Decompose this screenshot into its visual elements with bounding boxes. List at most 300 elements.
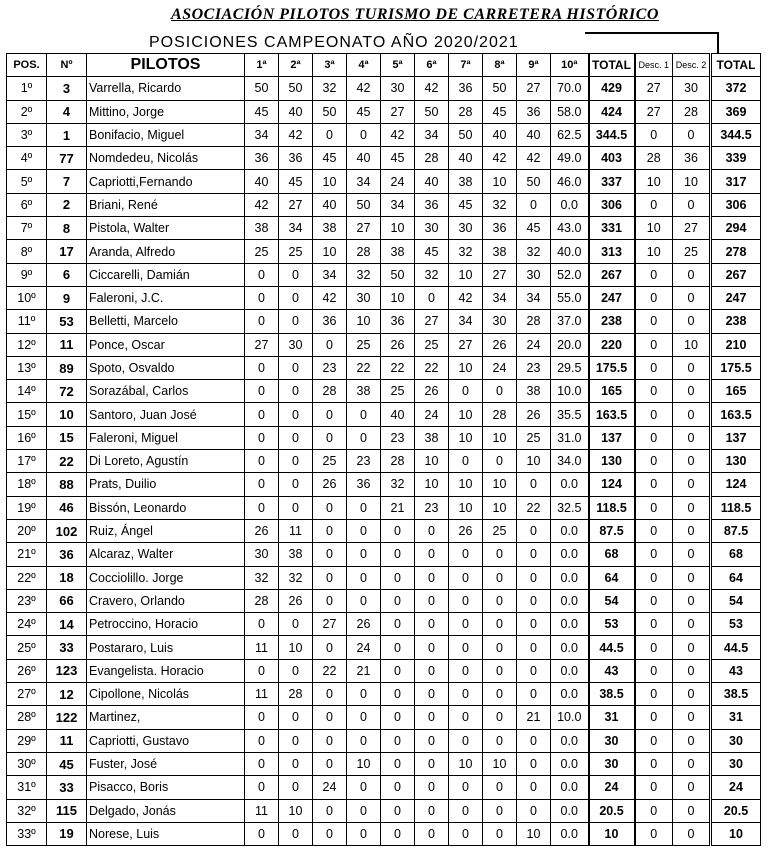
pilot-name-cell: Ponce, Oscar bbox=[87, 333, 245, 356]
header-desc-1: Desc. 1 bbox=[635, 54, 673, 77]
discard-2-cell: 0 bbox=[673, 613, 711, 636]
total-cell: 53 bbox=[589, 613, 635, 636]
race-10-score-cell: 0.0 bbox=[551, 729, 589, 752]
header-race-8: 8ª bbox=[483, 54, 517, 77]
header-race-9: 9ª bbox=[517, 54, 551, 77]
race-4-score-cell: 0 bbox=[347, 566, 381, 589]
race-6-score-cell: 10 bbox=[415, 473, 449, 496]
discard-1-cell: 10 bbox=[635, 240, 673, 263]
race-8-score-cell: 26 bbox=[483, 333, 517, 356]
total-cell: 247 bbox=[589, 286, 635, 309]
discard-2-cell: 0 bbox=[673, 729, 711, 752]
race-8-score-cell: 0 bbox=[483, 729, 517, 752]
race-5-score-cell: 34 bbox=[381, 193, 415, 216]
race-5-score-cell: 27 bbox=[381, 100, 415, 123]
race-6-score-cell: 0 bbox=[415, 706, 449, 729]
final-total-cell: 372 bbox=[711, 77, 761, 100]
race-8-score-cell: 0 bbox=[483, 380, 517, 403]
race-4-score-cell: 45 bbox=[347, 100, 381, 123]
race-5-score-cell: 0 bbox=[381, 799, 415, 822]
position-cell: 11º bbox=[7, 310, 47, 333]
table-row bbox=[7, 776, 761, 799]
race-4-score-cell: 32 bbox=[347, 263, 381, 286]
position-cell: 31º bbox=[7, 776, 47, 799]
pilot-name-cell: Capriotti,Fernando bbox=[87, 170, 245, 193]
race-5-score-cell: 0 bbox=[381, 636, 415, 659]
header-total: TOTAL bbox=[589, 54, 635, 77]
race-9-score-cell: 25 bbox=[517, 426, 551, 449]
position-cell: 22º bbox=[7, 566, 47, 589]
car-number-cell: 12 bbox=[47, 683, 87, 706]
race-4-score-cell: 0 bbox=[347, 496, 381, 519]
race-4-score-cell: 27 bbox=[347, 217, 381, 240]
car-number-cell: 11 bbox=[47, 729, 87, 752]
position-cell: 32º bbox=[7, 799, 47, 822]
race-1-score-cell: 0 bbox=[245, 613, 279, 636]
race-9-score-cell: 0 bbox=[517, 752, 551, 775]
race-4-score-cell: 38 bbox=[347, 380, 381, 403]
race-4-score-cell: 26 bbox=[347, 613, 381, 636]
race-2-score-cell: 0 bbox=[279, 286, 313, 309]
race-7-score-cell: 0 bbox=[449, 822, 483, 845]
discard-1-cell: 0 bbox=[635, 566, 673, 589]
race-3-score-cell: 28 bbox=[313, 380, 347, 403]
race-10-score-cell: 32.5 bbox=[551, 496, 589, 519]
race-8-score-cell: 36 bbox=[483, 217, 517, 240]
table-row bbox=[7, 822, 761, 845]
race-7-score-cell: 0 bbox=[449, 776, 483, 799]
race-9-score-cell: 36 bbox=[517, 100, 551, 123]
race-5-score-cell: 0 bbox=[381, 613, 415, 636]
race-1-score-cell: 11 bbox=[245, 636, 279, 659]
discard-2-cell: 0 bbox=[673, 706, 711, 729]
discard-1-cell: 0 bbox=[635, 473, 673, 496]
race-5-score-cell: 0 bbox=[381, 752, 415, 775]
race-6-score-cell: 0 bbox=[415, 543, 449, 566]
total-cell: 163.5 bbox=[589, 403, 635, 426]
final-total-cell: 30 bbox=[711, 752, 761, 775]
race-6-score-cell: 0 bbox=[415, 589, 449, 612]
race-7-score-cell: 10 bbox=[449, 263, 483, 286]
total-cell: 331 bbox=[589, 217, 635, 240]
car-number-cell: 7 bbox=[47, 170, 87, 193]
total-cell: 10 bbox=[589, 822, 635, 845]
total-cell: 424 bbox=[589, 100, 635, 123]
final-total-cell: 20.5 bbox=[711, 799, 761, 822]
total-cell: 31 bbox=[589, 706, 635, 729]
table-row bbox=[7, 170, 761, 193]
race-7-score-cell: 0 bbox=[449, 799, 483, 822]
race-9-score-cell: 0 bbox=[517, 566, 551, 589]
race-8-score-cell: 0 bbox=[483, 450, 517, 473]
race-2-score-cell: 40 bbox=[279, 100, 313, 123]
discard-1-cell: 0 bbox=[635, 776, 673, 799]
race-3-score-cell: 0 bbox=[313, 683, 347, 706]
race-8-score-cell: 42 bbox=[483, 147, 517, 170]
race-9-score-cell: 26 bbox=[517, 403, 551, 426]
pilot-name-cell: Bissón, Leonardo bbox=[87, 496, 245, 519]
header-race-4: 4ª bbox=[347, 54, 381, 77]
car-number-cell: 2 bbox=[47, 193, 87, 216]
car-number-cell: 19 bbox=[47, 822, 87, 845]
race-6-score-cell: 38 bbox=[415, 426, 449, 449]
race-2-score-cell: 0 bbox=[279, 380, 313, 403]
total-cell: 124 bbox=[589, 473, 635, 496]
final-total-cell: 267 bbox=[711, 263, 761, 286]
race-8-score-cell: 28 bbox=[483, 403, 517, 426]
final-total-cell: 210 bbox=[711, 333, 761, 356]
race-6-score-cell: 10 bbox=[415, 450, 449, 473]
race-1-score-cell: 36 bbox=[245, 147, 279, 170]
total-cell: 87.5 bbox=[589, 519, 635, 542]
race-7-score-cell: 40 bbox=[449, 147, 483, 170]
race-8-score-cell: 10 bbox=[483, 426, 517, 449]
race-2-score-cell: 38 bbox=[279, 543, 313, 566]
final-total-cell: 53 bbox=[711, 613, 761, 636]
position-cell: 8º bbox=[7, 240, 47, 263]
discard-1-cell: 0 bbox=[635, 729, 673, 752]
race-2-score-cell: 0 bbox=[279, 263, 313, 286]
race-1-score-cell: 0 bbox=[245, 380, 279, 403]
race-2-score-cell: 32 bbox=[279, 566, 313, 589]
table-row bbox=[7, 380, 761, 403]
race-7-score-cell: 10 bbox=[449, 426, 483, 449]
header-race-10: 10ª bbox=[551, 54, 589, 77]
race-3-score-cell: 0 bbox=[313, 589, 347, 612]
race-7-score-cell: 26 bbox=[449, 519, 483, 542]
car-number-cell: 4 bbox=[47, 100, 87, 123]
total-cell: 403 bbox=[589, 147, 635, 170]
race-7-score-cell: 10 bbox=[449, 496, 483, 519]
final-total-cell: 317 bbox=[711, 170, 761, 193]
discard-2-cell: 0 bbox=[673, 822, 711, 845]
discard-1-cell: 0 bbox=[635, 613, 673, 636]
table-row bbox=[7, 729, 761, 752]
pilot-name-cell: Prats, Duilio bbox=[87, 473, 245, 496]
position-cell: 13º bbox=[7, 356, 47, 379]
race-7-score-cell: 30 bbox=[449, 217, 483, 240]
table-row bbox=[7, 636, 761, 659]
race-8-score-cell: 0 bbox=[483, 799, 517, 822]
discard-1-cell: 0 bbox=[635, 519, 673, 542]
race-6-score-cell: 0 bbox=[415, 659, 449, 682]
race-10-score-cell: 35.5 bbox=[551, 403, 589, 426]
final-total-cell: 24 bbox=[711, 776, 761, 799]
race-6-score-cell: 0 bbox=[415, 822, 449, 845]
race-5-score-cell: 50 bbox=[381, 263, 415, 286]
final-total-cell: 247 bbox=[711, 286, 761, 309]
race-2-score-cell: 0 bbox=[279, 752, 313, 775]
race-5-score-cell: 26 bbox=[381, 333, 415, 356]
race-7-score-cell: 42 bbox=[449, 286, 483, 309]
position-cell: 17º bbox=[7, 450, 47, 473]
race-9-score-cell: 0 bbox=[517, 636, 551, 659]
race-7-score-cell: 0 bbox=[449, 706, 483, 729]
race-3-score-cell: 0 bbox=[313, 426, 347, 449]
position-cell: 2º bbox=[7, 100, 47, 123]
race-2-score-cell: 34 bbox=[279, 217, 313, 240]
race-5-score-cell: 0 bbox=[381, 776, 415, 799]
race-4-score-cell: 0 bbox=[347, 426, 381, 449]
race-10-score-cell: 0.0 bbox=[551, 776, 589, 799]
race-7-score-cell: 0 bbox=[449, 659, 483, 682]
race-4-score-cell: 0 bbox=[347, 683, 381, 706]
discard-1-cell: 0 bbox=[635, 752, 673, 775]
race-3-score-cell: 0 bbox=[313, 822, 347, 845]
car-number-cell: 11 bbox=[47, 333, 87, 356]
table-row bbox=[7, 799, 761, 822]
race-10-score-cell: 10.0 bbox=[551, 380, 589, 403]
race-1-score-cell: 45 bbox=[245, 100, 279, 123]
total-cell: 20.5 bbox=[589, 799, 635, 822]
race-10-score-cell: 55.0 bbox=[551, 286, 589, 309]
race-4-score-cell: 42 bbox=[347, 77, 381, 100]
race-6-score-cell: 0 bbox=[415, 776, 449, 799]
pilot-name-cell: Mittino, Jorge bbox=[87, 100, 245, 123]
discard-1-cell: 0 bbox=[635, 310, 673, 333]
race-4-score-cell: 23 bbox=[347, 450, 381, 473]
race-1-score-cell: 28 bbox=[245, 589, 279, 612]
race-4-score-cell: 0 bbox=[347, 729, 381, 752]
race-9-score-cell: 0 bbox=[517, 729, 551, 752]
race-2-score-cell: 0 bbox=[279, 426, 313, 449]
pilot-name-cell: Martinez, bbox=[87, 706, 245, 729]
pilot-name-cell: Ciccarelli, Damián bbox=[87, 263, 245, 286]
car-number-cell: 122 bbox=[47, 706, 87, 729]
discard-2-cell: 0 bbox=[673, 659, 711, 682]
race-1-score-cell: 0 bbox=[245, 403, 279, 426]
discard-1-cell: 27 bbox=[635, 77, 673, 100]
race-2-score-cell: 10 bbox=[279, 799, 313, 822]
race-3-score-cell: 27 bbox=[313, 613, 347, 636]
pilot-name-cell: Di Loreto, Agustín bbox=[87, 450, 245, 473]
table-row bbox=[7, 100, 761, 123]
race-2-score-cell: 0 bbox=[279, 776, 313, 799]
discard-1-cell: 0 bbox=[635, 636, 673, 659]
race-1-score-cell: 0 bbox=[245, 356, 279, 379]
race-4-score-cell: 10 bbox=[347, 310, 381, 333]
final-total-cell: 87.5 bbox=[711, 519, 761, 542]
position-cell: 9º bbox=[7, 263, 47, 286]
car-number-cell: 8 bbox=[47, 217, 87, 240]
race-9-score-cell: 42 bbox=[517, 147, 551, 170]
race-10-score-cell: 0.0 bbox=[551, 566, 589, 589]
race-5-score-cell: 32 bbox=[381, 473, 415, 496]
race-4-score-cell: 0 bbox=[347, 403, 381, 426]
race-3-score-cell: 10 bbox=[313, 240, 347, 263]
race-6-score-cell: 0 bbox=[415, 636, 449, 659]
race-2-score-cell: 0 bbox=[279, 822, 313, 845]
race-1-score-cell: 0 bbox=[245, 473, 279, 496]
discard-1-cell: 0 bbox=[635, 496, 673, 519]
race-3-score-cell: 24 bbox=[313, 776, 347, 799]
table-row bbox=[7, 543, 761, 566]
position-cell: 14º bbox=[7, 380, 47, 403]
discard-2-cell: 0 bbox=[673, 263, 711, 286]
pilot-name-cell: Ruiz, Ángel bbox=[87, 519, 245, 542]
race-2-score-cell: 42 bbox=[279, 123, 313, 146]
race-8-score-cell: 0 bbox=[483, 636, 517, 659]
race-4-score-cell: 0 bbox=[347, 589, 381, 612]
discard-2-cell: 10 bbox=[673, 333, 711, 356]
table-row bbox=[7, 683, 761, 706]
pilot-name-cell: Varrella, Ricardo bbox=[87, 77, 245, 100]
final-total-cell: 306 bbox=[711, 193, 761, 216]
race-8-score-cell: 10 bbox=[483, 496, 517, 519]
race-8-score-cell: 38 bbox=[483, 240, 517, 263]
car-number-cell: 33 bbox=[47, 776, 87, 799]
race-7-score-cell: 0 bbox=[449, 380, 483, 403]
race-9-score-cell: 32 bbox=[517, 240, 551, 263]
discard-1-cell: 0 bbox=[635, 659, 673, 682]
total-cell: 130 bbox=[589, 450, 635, 473]
race-8-score-cell: 40 bbox=[483, 123, 517, 146]
pilot-name-cell: Faleroni, J.C. bbox=[87, 286, 245, 309]
race-7-score-cell: 0 bbox=[449, 729, 483, 752]
race-6-score-cell: 42 bbox=[415, 77, 449, 100]
car-number-cell: 33 bbox=[47, 636, 87, 659]
race-8-score-cell: 34 bbox=[483, 286, 517, 309]
race-6-score-cell: 0 bbox=[415, 729, 449, 752]
discard-2-cell: 25 bbox=[673, 240, 711, 263]
race-7-score-cell: 0 bbox=[449, 450, 483, 473]
discard-2-cell: 0 bbox=[673, 566, 711, 589]
standings-table bbox=[6, 53, 761, 846]
discard-2-cell: 0 bbox=[673, 752, 711, 775]
race-5-score-cell: 25 bbox=[381, 380, 415, 403]
race-10-score-cell: 46.0 bbox=[551, 170, 589, 193]
car-number-cell: 18 bbox=[47, 566, 87, 589]
race-4-score-cell: 0 bbox=[347, 822, 381, 845]
race-4-score-cell: 0 bbox=[347, 123, 381, 146]
race-1-score-cell: 30 bbox=[245, 543, 279, 566]
discard-1-cell: 28 bbox=[635, 147, 673, 170]
race-8-score-cell: 0 bbox=[483, 659, 517, 682]
race-9-score-cell: 22 bbox=[517, 496, 551, 519]
position-cell: 21º bbox=[7, 543, 47, 566]
race-1-score-cell: 32 bbox=[245, 566, 279, 589]
table-row bbox=[7, 403, 761, 426]
race-2-score-cell: 0 bbox=[279, 403, 313, 426]
race-3-score-cell: 38 bbox=[313, 217, 347, 240]
position-cell: 7º bbox=[7, 217, 47, 240]
race-5-score-cell: 0 bbox=[381, 683, 415, 706]
car-number-cell: 66 bbox=[47, 589, 87, 612]
race-2-score-cell: 10 bbox=[279, 636, 313, 659]
total-cell: 313 bbox=[589, 240, 635, 263]
race-6-score-cell: 22 bbox=[415, 356, 449, 379]
car-number-cell: 53 bbox=[47, 310, 87, 333]
pilot-name-cell: Belletti, Marcelo bbox=[87, 310, 245, 333]
pilot-name-cell: Aranda, Alfredo bbox=[87, 240, 245, 263]
race-1-score-cell: 0 bbox=[245, 496, 279, 519]
race-3-score-cell: 0 bbox=[313, 496, 347, 519]
table-row bbox=[7, 263, 761, 286]
final-total-cell: 175.5 bbox=[711, 356, 761, 379]
race-5-score-cell: 0 bbox=[381, 706, 415, 729]
race-5-score-cell: 0 bbox=[381, 589, 415, 612]
car-number-cell: 88 bbox=[47, 473, 87, 496]
final-total-cell: 137 bbox=[711, 426, 761, 449]
race-4-score-cell: 0 bbox=[347, 706, 381, 729]
total-cell: 64 bbox=[589, 566, 635, 589]
discard-2-cell: 0 bbox=[673, 123, 711, 146]
race-8-score-cell: 10 bbox=[483, 170, 517, 193]
discard-2-cell: 0 bbox=[673, 310, 711, 333]
total-cell: 38.5 bbox=[589, 683, 635, 706]
header-race-2: 2ª bbox=[279, 54, 313, 77]
race-3-score-cell: 0 bbox=[313, 519, 347, 542]
table-row bbox=[7, 147, 761, 170]
race-2-score-cell: 28 bbox=[279, 683, 313, 706]
race-4-score-cell: 25 bbox=[347, 333, 381, 356]
discard-2-cell: 0 bbox=[673, 286, 711, 309]
race-10-score-cell: 58.0 bbox=[551, 100, 589, 123]
race-1-score-cell: 0 bbox=[245, 659, 279, 682]
race-7-score-cell: 34 bbox=[449, 310, 483, 333]
race-9-score-cell: 50 bbox=[517, 170, 551, 193]
position-cell: 23º bbox=[7, 589, 47, 612]
race-6-score-cell: 0 bbox=[415, 286, 449, 309]
race-6-score-cell: 34 bbox=[415, 123, 449, 146]
table-row bbox=[7, 426, 761, 449]
race-2-score-cell: 0 bbox=[279, 613, 313, 636]
total-cell: 24 bbox=[589, 776, 635, 799]
race-7-score-cell: 32 bbox=[449, 240, 483, 263]
total-cell: 54 bbox=[589, 589, 635, 612]
race-5-score-cell: 23 bbox=[381, 426, 415, 449]
race-1-score-cell: 0 bbox=[245, 729, 279, 752]
race-1-score-cell: 0 bbox=[245, 752, 279, 775]
total-cell: 68 bbox=[589, 543, 635, 566]
table-row bbox=[7, 752, 761, 775]
race-3-score-cell: 40 bbox=[313, 193, 347, 216]
car-number-cell: 123 bbox=[47, 659, 87, 682]
car-number-cell: 22 bbox=[47, 450, 87, 473]
final-total-cell: 43 bbox=[711, 659, 761, 682]
car-number-cell: 46 bbox=[47, 496, 87, 519]
race-4-score-cell: 30 bbox=[347, 286, 381, 309]
total-cell: 220 bbox=[589, 333, 635, 356]
race-2-score-cell: 36 bbox=[279, 147, 313, 170]
race-10-score-cell: 10.0 bbox=[551, 706, 589, 729]
race-1-score-cell: 0 bbox=[245, 426, 279, 449]
total-cell: 175.5 bbox=[589, 356, 635, 379]
race-7-score-cell: 0 bbox=[449, 636, 483, 659]
header-race-3: 3ª bbox=[313, 54, 347, 77]
race-4-score-cell: 22 bbox=[347, 356, 381, 379]
document-subtitle: POSICIONES CAMPEONATO AÑO 2020/2021 bbox=[149, 34, 519, 51]
header-pos: POS. bbox=[7, 54, 47, 77]
position-cell: 19º bbox=[7, 496, 47, 519]
race-6-score-cell: 28 bbox=[415, 147, 449, 170]
table-row bbox=[7, 77, 761, 100]
header-race-7: 7ª bbox=[449, 54, 483, 77]
race-10-score-cell: 0.0 bbox=[551, 519, 589, 542]
discard-2-cell: 28 bbox=[673, 100, 711, 123]
discard-2-cell: 0 bbox=[673, 776, 711, 799]
race-3-score-cell: 0 bbox=[313, 706, 347, 729]
position-cell: 5º bbox=[7, 170, 47, 193]
total-cell: 238 bbox=[589, 310, 635, 333]
position-cell: 30º bbox=[7, 752, 47, 775]
race-2-score-cell: 0 bbox=[279, 450, 313, 473]
race-9-score-cell: 0 bbox=[517, 776, 551, 799]
position-cell: 18º bbox=[7, 473, 47, 496]
race-8-score-cell: 27 bbox=[483, 263, 517, 286]
race-1-score-cell: 0 bbox=[245, 310, 279, 333]
race-2-score-cell: 0 bbox=[279, 706, 313, 729]
